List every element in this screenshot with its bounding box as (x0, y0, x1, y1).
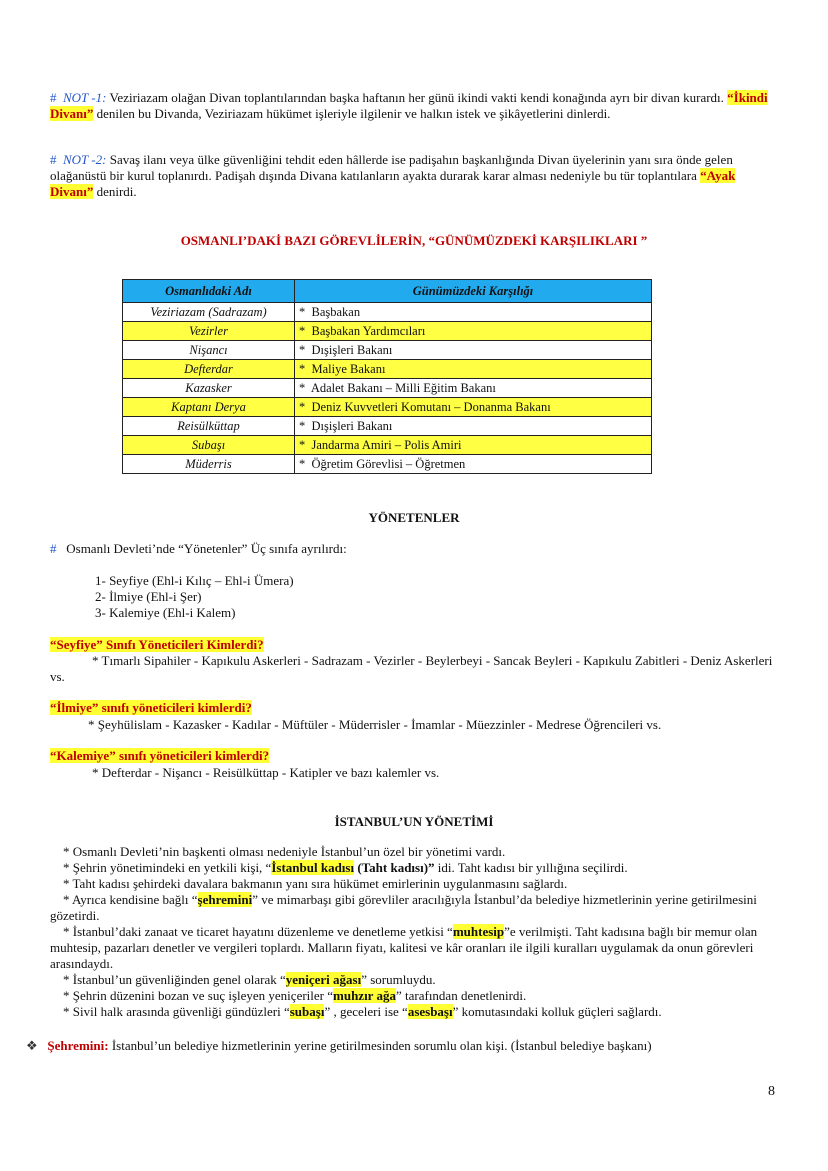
yeniceri-agasi-highlight: yeniçeri ağası (285, 972, 362, 987)
istanbul-line-6: * İstanbul’un güvenliğinden genel olarak “yeniçeri ağası” sorumluydu. (63, 972, 436, 987)
istanbul-line-4: * Ayrıca kendisine bağlı “şehremini” ve mimarbaşı gibi görevliler aracılığıyla İstanbul’da belediye hizmetlerinin yerine getirilmesini gözetirdi. (50, 892, 757, 923)
note-1 (50, 90, 775, 122)
note-2-label: NOT -2: (63, 152, 107, 167)
modern-equivalent: * Öğretim Görevlisi – Öğretmen (295, 455, 652, 474)
sehremini-text: İstanbul’un belediye hizmetlerinin yerine getirilmesinden sorumlu olan kişi. (İstanbul belediye başkanı) (111, 1038, 652, 1053)
istanbul-kadisi-highlight: İstanbul kadısı (271, 860, 355, 875)
page-number: 8 (768, 1084, 775, 1099)
officials-table (122, 279, 652, 474)
section-title-yonetenler: YÖNETENLER (368, 510, 460, 525)
note-hash: # (50, 90, 57, 105)
modern-equivalent: * Jandarma Amiri – Polis Amiri (295, 436, 652, 455)
modern-equivalent: * Başbakan Yardımcıları (295, 322, 652, 341)
yonetenler-intro-text: Osmanlı Devleti’nde “Yönetenler” Üç sınıfa ayrılırdı: (66, 541, 347, 556)
istanbul-line-1: * Osmanlı Devleti’nin başkenti olması nedeniyle İstanbul’un özel bir yönetimi vardı. (63, 844, 506, 859)
table-row (123, 379, 652, 398)
question-seyfiye-text: “Seyfiye” Sınıfı Yöneticileri Kimlerdi? (50, 637, 264, 652)
sehremini-label: Şehremini: (47, 1038, 109, 1053)
table-row (123, 322, 652, 341)
diamond-bullet-icon: ❖ (26, 1038, 38, 1053)
modern-equivalent: * Dışişleri Bakanı (295, 417, 652, 436)
table-header-row (123, 280, 652, 303)
answer-ilmiye: * Şeyhülislam - Kazasker - Kadılar - Müftüler - Müderrisler - İmamlar - Müezzinler - Medrese Öğrencileri vs. (88, 717, 662, 732)
table-header-modern: Günümüzdeki Karşılığı (295, 280, 652, 303)
list-item: 2- İlmiye (Ehl-i Şer) (95, 589, 202, 604)
question-kalemiye (50, 748, 775, 764)
table-row (123, 455, 652, 474)
ottoman-title: Nişancı (123, 341, 295, 360)
ottoman-title: Kazasker (123, 379, 295, 398)
note-1-text-b: denilen bu Divanda, Veziriazam hükümet işleriyle ilgilenir ve halkın istek ve şikâyetlerini dinlerdi. (96, 106, 611, 121)
list-item: 3- Kalemiye (Ehl-i Kalem) (95, 605, 236, 620)
table-row (123, 436, 652, 455)
ottoman-title: Kaptanı Derya (123, 398, 295, 417)
istanbul-line-2: * Şehrin yönetimindeki en yetkili kişi, “İstanbul kadısı (Taht kadısı)” idi. Taht kadısı bir yıllığına seçilirdi. (63, 860, 628, 875)
istanbul-line-3: * Taht kadısı şehirdeki davalara bakmanın yanı sıra hükümet emirlerinin uygulanmasını sağlardı. (63, 876, 568, 891)
ottoman-title: Veziriazam (Sadrazam) (123, 303, 295, 322)
modern-equivalent: * Adalet Bakanı – Milli Eğitim Bakanı (295, 379, 652, 398)
note-1-label: NOT -1: (63, 90, 107, 105)
note-1-text-a: Veziriazam olağan Divan toplantılarından başka haftanın her günü ikindi vakti kendi konağında ayrı bir divan kurardı. (109, 90, 724, 105)
modern-equivalent: * Maliye Bakanı (295, 360, 652, 379)
istanbul-line-7: * Şehrin düzenini bozan ve suç işleyen yeniçeriler “muhzır ağa” tarafından denetlenirdi. (63, 988, 527, 1003)
question-ilmiye (50, 700, 775, 716)
sehremini-highlight: şehremini (197, 892, 253, 907)
modern-equivalent: * Başbakan (295, 303, 652, 322)
intro-hash: # (50, 541, 57, 556)
table-header-ottoman: Osmanlıdaki Adı (123, 280, 295, 303)
ottoman-title: Müderris (123, 455, 295, 474)
sehremini-definition (26, 1038, 786, 1054)
muhtesip-highlight: muhtesip (452, 924, 505, 939)
modern-equivalent: * Deniz Kuvvetleri Komutanı – Donanma Bakanı (295, 398, 652, 417)
note-hash: # (50, 152, 57, 167)
question-seyfiye (50, 637, 775, 653)
asesbasi-highlight: asesbaşı (407, 1004, 453, 1019)
ottoman-title: Vezirler (123, 322, 295, 341)
table-row (123, 398, 652, 417)
istanbul-line-8: * Sivil halk arasında güvenliği gündüzleri “subaşı” , geceleri ise “asesbaşı” komutasındaki kolluk güçleri sağlardı. (63, 1004, 662, 1019)
class-list (95, 573, 294, 621)
istanbul-line-5: * İstanbul’daki zanaat ve ticaret hayatını düzenleme ve denetleme yetkisi “muhtesip”e verilmişti. Taht kadısına bağlı bir memur olan muhtesip, pazarları denetler ve vergileri toplardı. Malların fiyatı, kalitesi ve kâr oranları ile ilgili kuralları uygulamak da onun görevleri arasındaydı. (50, 924, 758, 971)
note-2 (50, 152, 775, 200)
note-2-highlight: “Ayak Divanı” (50, 168, 736, 199)
table-row (123, 341, 652, 360)
question-kalemiye-text: “Kalemiye” sınıfı yöneticileri kimlerdi? (50, 748, 270, 763)
answer-kalemiye: * Defterdar - Nişancı - Reisülküttap - Katipler ve bazı kalemler vs. (92, 765, 440, 780)
list-item: 1- Seyfiye (Ehl-i Kılıç – Ehl-i Ümera) (95, 573, 294, 588)
modern-equivalent: * Dışişleri Bakanı (295, 341, 652, 360)
note-2-text-a: Savaş ilanı veya ülke güvenliğini tehdit eden hâllerde ise padişahın başkanlığında Divan üyelerinin yanı sıra önde gelen olağanüstü bir kurul toplanırdı. Padişah dışında Divana katılanların ayakta durarak karar alması nedeniyle bu tür toplantılara (50, 152, 733, 183)
answer-seyfiye: * Tımarlı Sipahiler - Kapıkulu Askerleri - Sadrazam - Vezirler - Beylerbeyi - Sancak Beyleri - Kapıkulu Zabitleri - Deniz Askerleri vs. (50, 653, 773, 684)
table-row (123, 417, 652, 436)
note-2-text-b: denirdi. (96, 184, 137, 199)
subasi-highlight: subaşı (289, 1004, 325, 1019)
table-title: OSMANLI’DAKİ BAZI GÖREVLİLERİN, “GÜNÜMÜZDEKİ KARŞILIKLARI ” (180, 233, 648, 248)
question-ilmiye-text: “İlmiye” sınıfı yöneticileri kimlerdi? (50, 700, 252, 715)
ottoman-title: Reisülküttap (123, 417, 295, 436)
table-row (123, 303, 652, 322)
section-title-istanbul: İSTANBUL’UN YÖNETİMİ (334, 814, 494, 829)
muhzir-aga-highlight: muhzır ağa (333, 988, 396, 1003)
ottoman-title: Defterdar (123, 360, 295, 379)
table-row (123, 360, 652, 379)
ottoman-title: Subaşı (123, 436, 295, 455)
note-1-highlight: “İkindi Divanı” (50, 90, 768, 121)
yonetenler-intro (50, 541, 775, 557)
